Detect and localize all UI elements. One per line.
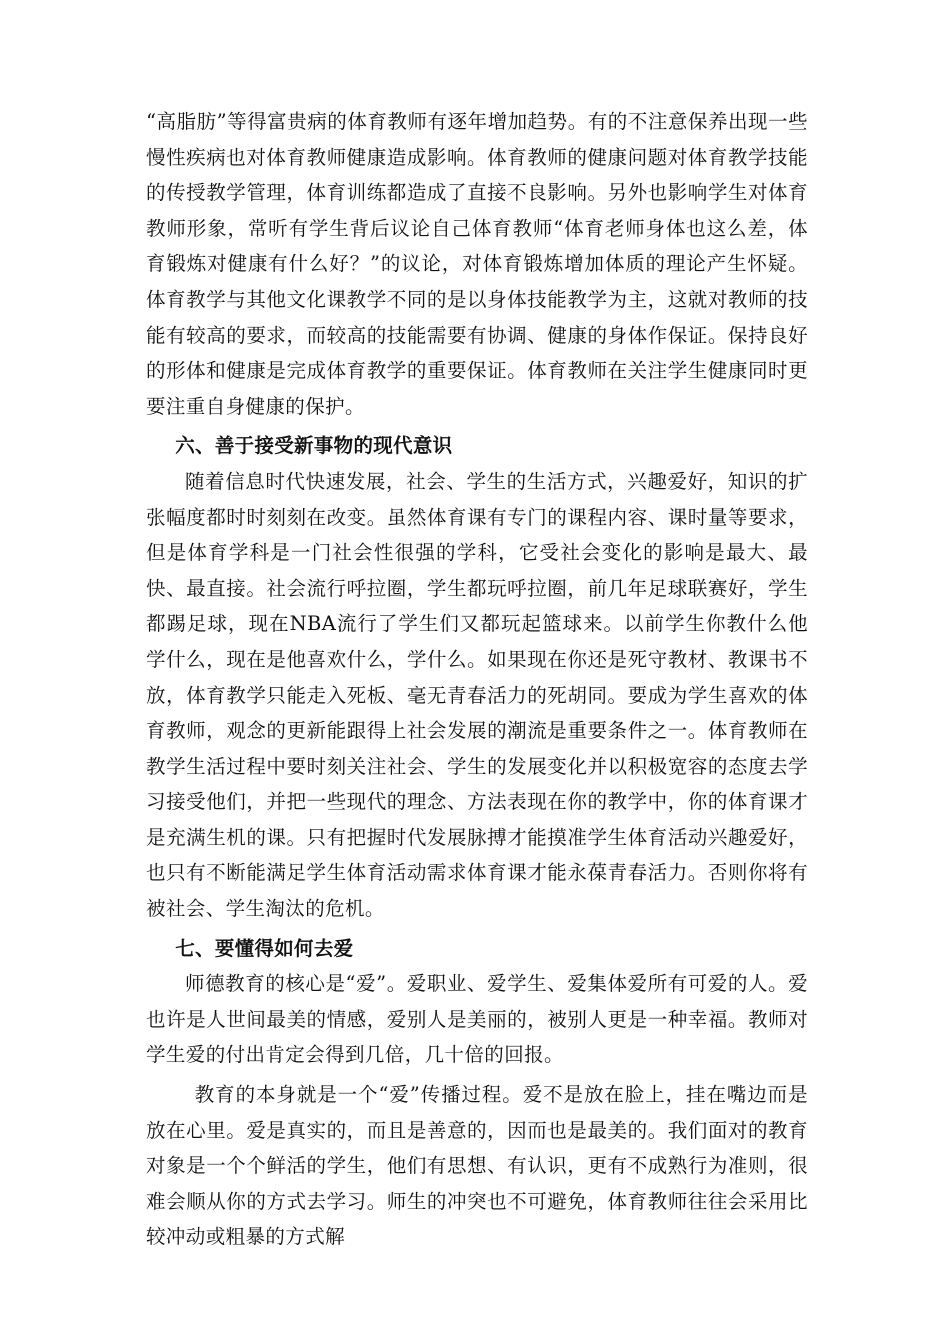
document-body: [146, 104, 808, 1255]
section-heading-seven: 七、要懂得如何去爱: [175, 936, 354, 960]
paragraph-love-transmission: 教育的本身就是一个“爱”传播过程。爱不是放在脸上，挂在嘴边而是放在心里。爱是真实的，而且是善意的，因而也是最美的。我们面对的教育对象是一个个鲜活的学生，他们有思想、有认识，更有不成熟行为准则，很难会顺从你的方式去学习。师生的冲突也不可避免，体育教师往往会采用比较冲动或粗暴的方式解: [146, 1083, 808, 1249]
paragraph-health-importance: “高脂肪”等得富贵病的体育教师有逐年增加趋势。有的不注意保养出现一些慢性疾病也对体育教师健康造成影响。体育教师的健康问题对体育教学技能的传授教学管理，体育训练都造成了直接不良影响。另外也影响学生对体育教师形象，常听有学生背后议论自己体育教师“体育老师身体也这么差，体育锻炼对健康有什么好？”的议论，对体育锻炼增加体质的理论产生怀疑。体育教学与其他文化课教学不同的是以身体技能教学为主，这就对教师的技能有较高的要求，而较高的技能需要有协调、健康的身体作保证。保持良好的形体和健康是完成体育教学的重要保证。体育教师在关注学生健康同时更要注重自身健康的保护。: [146, 110, 808, 418]
paragraph-love-core: 师德教育的核心是“爱”。爱职业、爱学生、爱集体爱所有可爱的人。爱也许是人世间最美的情感，爱别人是美丽的，被别人更是一种幸福。教师对学生爱的付出肯定会得到几倍，几十倍的回报。: [146, 972, 808, 1067]
section-heading-six: 六、善于接受新事物的现代意识: [175, 434, 453, 458]
paragraph-modern-awareness: 随着信息时代快速发展，社会、学生的生活方式，兴趣爱好，知识的扩张幅度都时时刻刻在改变。虽然体育课有专门的课程内容、课时量等要求，但是体育学科是一门社会性很强的学科，它受社会变化的影响是最大、最快、最直接。社会流行呼拉圈，学生都玩呼拉圈，前几年足球联赛好，学生都踢足球，现在NBA流行了学生们又都玩起篮球来。以前学生你教什么他学什么，现在是他喜欢什么，学什么。如果现在你还是死守教材、教课书不放，体育教学只能走入死板、毫无青春活力的死胡同。要成为学生喜欢的体育教师，观念的更新能跟得上社会发展的潮流是重要条件之一。体育教师在教学生活过程中要时刻关注社会、学生的发展变化并以积极宽容的态度去学习接受他们，并把一些现代的理念、方法表现在你的教学中，你的体育课才是充满生机的课。只有把握时代发展脉搏才能摸准学生体育活动兴趣爱好，也只有不断能满足学生体育活动需求体育课才能永葆青春活力。否则你将有被社会、学生淘汰的危机。: [146, 469, 808, 921]
